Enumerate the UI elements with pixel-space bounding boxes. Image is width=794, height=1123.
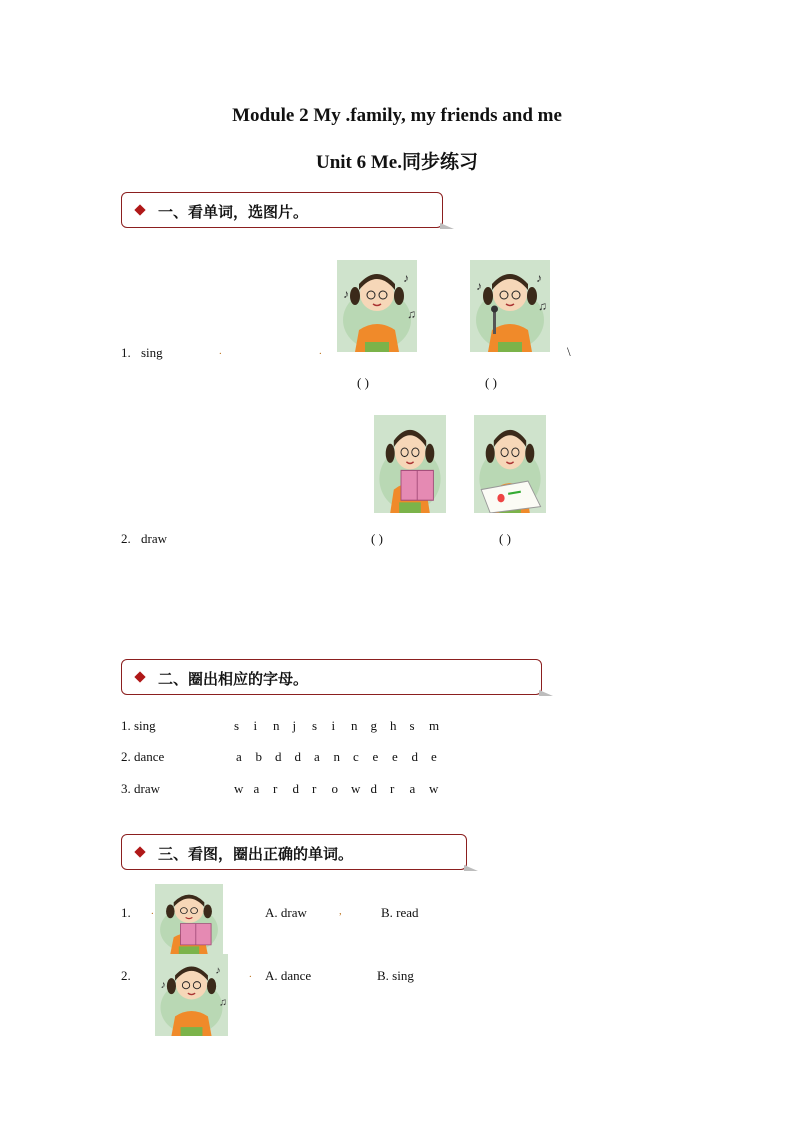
answer-paren[interactable]: ( ) [371, 531, 383, 546]
section-heading: 三、看图，圈出正确的单词。 [158, 845, 354, 863]
option-b[interactable]: B. sing [377, 968, 414, 983]
question-1-number: 1. [121, 345, 131, 360]
section-header-1 [121, 192, 443, 228]
question-2-number: 2. [121, 968, 131, 983]
stray-dot: . [219, 345, 222, 357]
diamond-bullet-icon [134, 671, 145, 682]
letter-row[interactable]: w a r d r o w d r a w [234, 781, 439, 796]
letter-row[interactable]: a b d d a n c e e d e [236, 749, 437, 764]
girl-singing-picture [155, 954, 228, 1036]
page-title-line1: Module 2 My .family, my friends and me [232, 105, 562, 126]
section-heading: 二、圈出相应的字母。 [158, 670, 309, 688]
stray-dot: . [319, 345, 322, 357]
question-2-word: draw [141, 531, 167, 546]
girl-reading-picture [374, 415, 446, 513]
question-1-word: sing [141, 345, 163, 360]
option-a[interactable]: A. dance [265, 968, 312, 983]
diamond-bullet-icon [134, 204, 145, 215]
svg-text:♫: ♫ [538, 299, 547, 313]
row-label: 3. draw [121, 781, 160, 796]
row-label: 2. dance [121, 749, 165, 764]
girl-reading-picture [155, 884, 223, 954]
question-2-number: 2. [121, 531, 131, 546]
section-header-2 [121, 659, 542, 695]
answer-paren[interactable]: ( ) [499, 531, 511, 546]
stray-mark: \ [567, 344, 571, 359]
letter-row[interactable]: s i n j s i n g h s m [234, 718, 440, 733]
stray-dot: . [249, 968, 252, 980]
svg-text:♪: ♪ [160, 978, 166, 991]
svg-text:♪: ♪ [476, 279, 482, 293]
diamond-bullet-icon [134, 846, 145, 857]
answer-paren[interactable]: ( ) [357, 375, 369, 390]
page-title-line2: Unit 6 Me.同步练习 [315, 152, 478, 173]
girl-drawing-picture [474, 415, 546, 513]
question-1-number: 1. [121, 905, 131, 920]
svg-text:♪: ♪ [403, 271, 409, 285]
section-header-3 [121, 834, 467, 870]
svg-text:♫: ♫ [407, 307, 416, 321]
svg-text:♪: ♪ [215, 964, 221, 977]
answer-paren[interactable]: ( ) [485, 375, 497, 390]
section-heading: 一、看单词，选图片。 [158, 203, 309, 221]
stray-dot: . [151, 905, 154, 917]
header-tail-decoration [440, 223, 454, 229]
stray-dot: , [339, 905, 342, 917]
svg-text:♪: ♪ [343, 287, 349, 301]
girl-singing-picture-b [470, 260, 550, 352]
svg-text:♪: ♪ [536, 271, 542, 285]
header-tail-decoration [464, 865, 478, 871]
svg-text:♫: ♫ [218, 996, 228, 1009]
option-b[interactable]: B. read [381, 905, 419, 920]
header-tail-decoration [539, 690, 553, 696]
row-label: 1. sing [121, 718, 156, 733]
girl-singing-picture-a [337, 260, 417, 352]
option-a[interactable]: A. draw [265, 905, 307, 920]
